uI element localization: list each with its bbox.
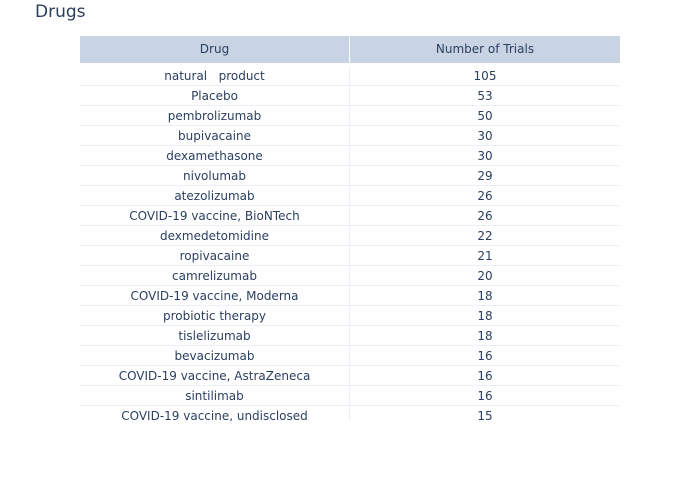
drug-name-cell: Placebo [80, 86, 350, 106]
trial-count-cell: 20 [350, 266, 620, 286]
table-row [80, 246, 620, 266]
table-row [80, 326, 620, 346]
trial-count-cell: 21 [350, 246, 620, 266]
table-body [80, 66, 620, 421]
drug-name-cell: bupivacaine [80, 126, 350, 146]
drug-name-cell: dexamethasone [80, 146, 350, 166]
drug-name-cell: probiotic therapy [80, 306, 350, 326]
trial-count-cell: 15 [350, 406, 620, 421]
drug-name-cell: COVID-19 vaccine, undisclosed [80, 406, 350, 421]
drugs-table [80, 36, 620, 421]
table-row [80, 66, 620, 86]
table-row [80, 406, 620, 421]
table-header-row [80, 36, 620, 64]
drug-name-cell: natural product [80, 66, 350, 86]
drug-name-cell: COVID-19 vaccine, BioNTech [80, 206, 350, 226]
table-row [80, 306, 620, 326]
drug-name-cell: pembrolizumab [80, 106, 350, 126]
trial-count-cell: 26 [350, 206, 620, 226]
drug-name-cell: COVID-19 vaccine, Moderna [80, 286, 350, 306]
trial-count-cell: 18 [350, 306, 620, 326]
table-row [80, 266, 620, 286]
table-row [80, 86, 620, 106]
drug-name-cell: atezolizumab [80, 186, 350, 206]
table-row [80, 346, 620, 366]
drug-name-cell: ropivacaine [80, 246, 350, 266]
column-header-drug: Drug [80, 36, 350, 64]
trial-count-cell: 30 [350, 146, 620, 166]
trial-count-cell: 16 [350, 346, 620, 366]
table-row [80, 186, 620, 206]
drug-name-cell: COVID-19 vaccine, AstraZeneca [80, 366, 350, 386]
trial-count-cell: 18 [350, 286, 620, 306]
table-row [80, 206, 620, 226]
trial-count-cell: 26 [350, 186, 620, 206]
table-row [80, 226, 620, 246]
drug-name-cell: dexmedetomidine [80, 226, 350, 246]
drug-name-cell: bevacizumab [80, 346, 350, 366]
table-row [80, 366, 620, 386]
table-row [80, 386, 620, 406]
table-row [80, 286, 620, 306]
trial-count-cell: 53 [350, 86, 620, 106]
trial-count-cell: 50 [350, 106, 620, 126]
table-row [80, 106, 620, 126]
table-row [80, 166, 620, 186]
table-row [80, 146, 620, 166]
trial-count-cell: 30 [350, 126, 620, 146]
trial-count-cell: 18 [350, 326, 620, 346]
table-row [80, 126, 620, 146]
column-header-number-of-trials: Number of Trials [350, 36, 620, 64]
trial-count-cell: 29 [350, 166, 620, 186]
trial-count-cell: 105 [350, 66, 620, 86]
trial-count-cell: 16 [350, 366, 620, 386]
trial-count-cell: 16 [350, 386, 620, 406]
drug-name-cell: nivolumab [80, 166, 350, 186]
trial-count-cell: 22 [350, 226, 620, 246]
drug-name-cell: sintilimab [80, 386, 350, 406]
chart-title: Drugs [35, 2, 86, 22]
drug-name-cell: camrelizumab [80, 266, 350, 286]
drug-name-cell: tislelizumab [80, 326, 350, 346]
